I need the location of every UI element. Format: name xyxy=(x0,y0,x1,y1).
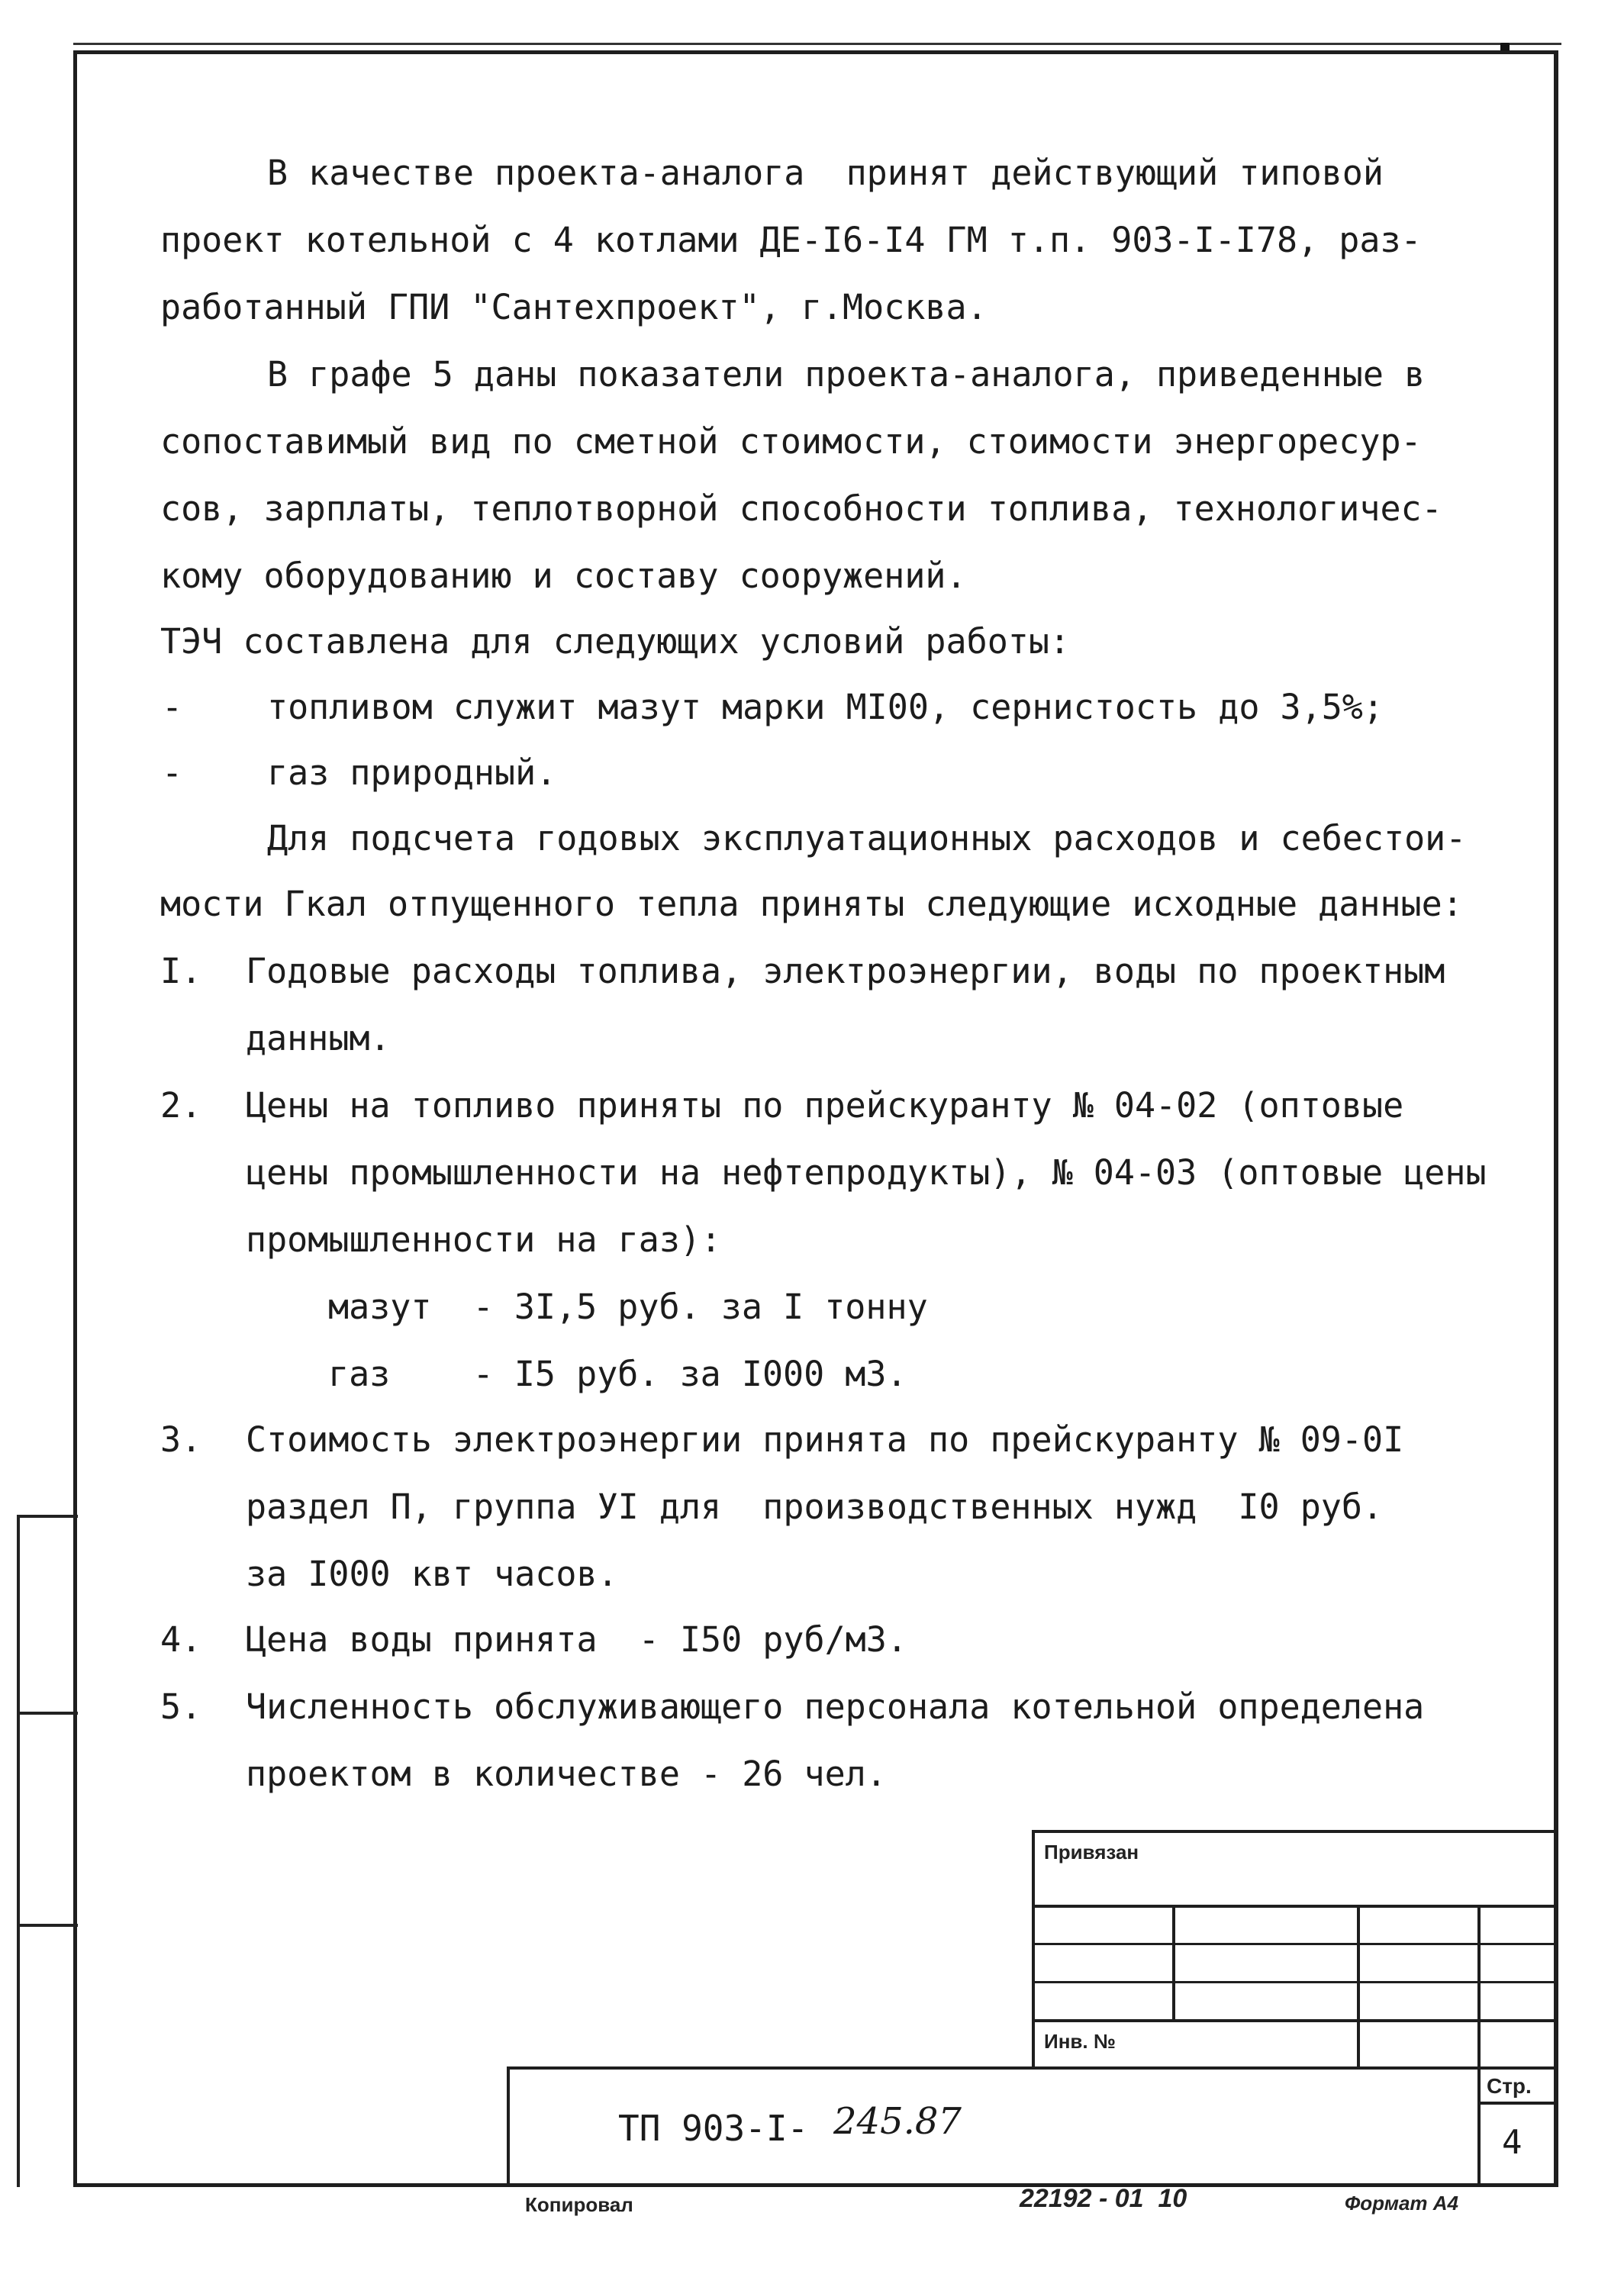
body-line: ТЭЧ составлена для следующих условий работы: xyxy=(160,621,1071,662)
body-line: мости Гкал отпущенного тепла приняты следующие исходные данные: xyxy=(160,884,1463,924)
item-number: 5. xyxy=(160,1686,202,1727)
item-line: промышленности на газ): xyxy=(246,1219,722,1260)
order-number: 22192 - 01 10 xyxy=(1020,2184,1187,2213)
item-line: Годовые расходы топлива, электроэнергии, воды по проектным xyxy=(246,951,1445,991)
tb-col-line xyxy=(1172,1905,1175,2022)
strip-divider xyxy=(17,1712,78,1715)
price-line: газ - I5 руб. за I000 м3. xyxy=(328,1354,907,1394)
item-line: Стоимость электроэнергии принята по прейскуранту № 09-0I xyxy=(246,1419,1404,1460)
tb-border-left xyxy=(1032,1830,1035,2068)
copied-by-label: Копировал xyxy=(525,2193,633,2216)
item-number: I. xyxy=(160,951,202,991)
tb-border-top xyxy=(1033,1830,1558,1833)
body-line: В графе 5 даны показатели проекта-аналога, приведенные в xyxy=(267,354,1426,395)
page-label: Стр. xyxy=(1487,2074,1532,2098)
item-number: 3. xyxy=(160,1419,202,1460)
inv-label: Инв. № xyxy=(1044,2030,1116,2053)
binding-strip xyxy=(17,1515,75,2187)
tb-col-line xyxy=(1477,1905,1481,2068)
format-label: Формат А4 xyxy=(1345,2192,1458,2215)
doc-code-printed: ТП 903-I- xyxy=(618,2108,809,2149)
dash-mark: - xyxy=(162,752,183,793)
price-line: мазут - 3I,5 руб. за I тонну xyxy=(328,1287,928,1327)
tb-page-divider xyxy=(1477,2066,1481,2187)
body-line: сопоставимый вид по сметной стоимости, стоимости энергоресур- xyxy=(160,421,1422,462)
item-number: 2. xyxy=(160,1085,202,1126)
tb-code-left xyxy=(507,2066,510,2187)
tb-page-rule xyxy=(1477,2102,1558,2105)
body-line: В качестве проекта-аналога принят действующий типовой xyxy=(267,153,1384,193)
body-line: работанный ГПИ "Сантехпроект", г.Москва. xyxy=(160,287,988,327)
strip-divider xyxy=(17,1515,78,1518)
item-line: Цены на топливо приняты по прейскуранту № 04-02 (оптовые xyxy=(246,1085,1404,1126)
item-line: раздел П, группа УI для производственных нужд I0 руб. xyxy=(246,1487,1384,1527)
page-number: 4 xyxy=(1502,2123,1522,2162)
item-line: данным. xyxy=(246,1018,391,1058)
strip-divider xyxy=(17,1924,78,1927)
tb-code-top xyxy=(507,2066,1558,2070)
item-line: цены промышленности на нефтепродукты), № 04-03 (оптовые цены xyxy=(246,1152,1487,1193)
item-line: Цена воды принята - I50 руб/м3. xyxy=(246,1619,907,1660)
item-number: 4. xyxy=(160,1619,202,1660)
doc-code-handwritten: 245.87 xyxy=(833,2100,962,2143)
dash-mark: - xyxy=(162,687,183,727)
bound-label: Привязан xyxy=(1044,1841,1139,1864)
item-line: Численность обслуживающего персонала котельной определена xyxy=(246,1686,1425,1727)
body-line: кому оборудованию и составу сооружений. xyxy=(160,556,967,596)
dash-item-text: топливом служит мазут марки МI00, сернистость до 3,5%; xyxy=(267,687,1384,727)
tb-col-line xyxy=(1357,1905,1360,2068)
body-line: Для подсчета годовых эксплуатационных расходов и себестои- xyxy=(267,818,1467,858)
item-line: за I000 квт часов. xyxy=(246,1554,618,1594)
body-line: сов, зарплаты, теплотворной способности топлива, технологичес- xyxy=(160,488,1442,529)
body-line: проект котельной с 4 котлами ДЕ-I6-I4 ГМ т.п. 903-I-I78, раз- xyxy=(160,220,1422,260)
item-line: проектом в количестве - 26 чел. xyxy=(246,1754,887,1794)
dash-item-text: газ природный. xyxy=(267,752,557,793)
top-rule xyxy=(73,43,1561,45)
